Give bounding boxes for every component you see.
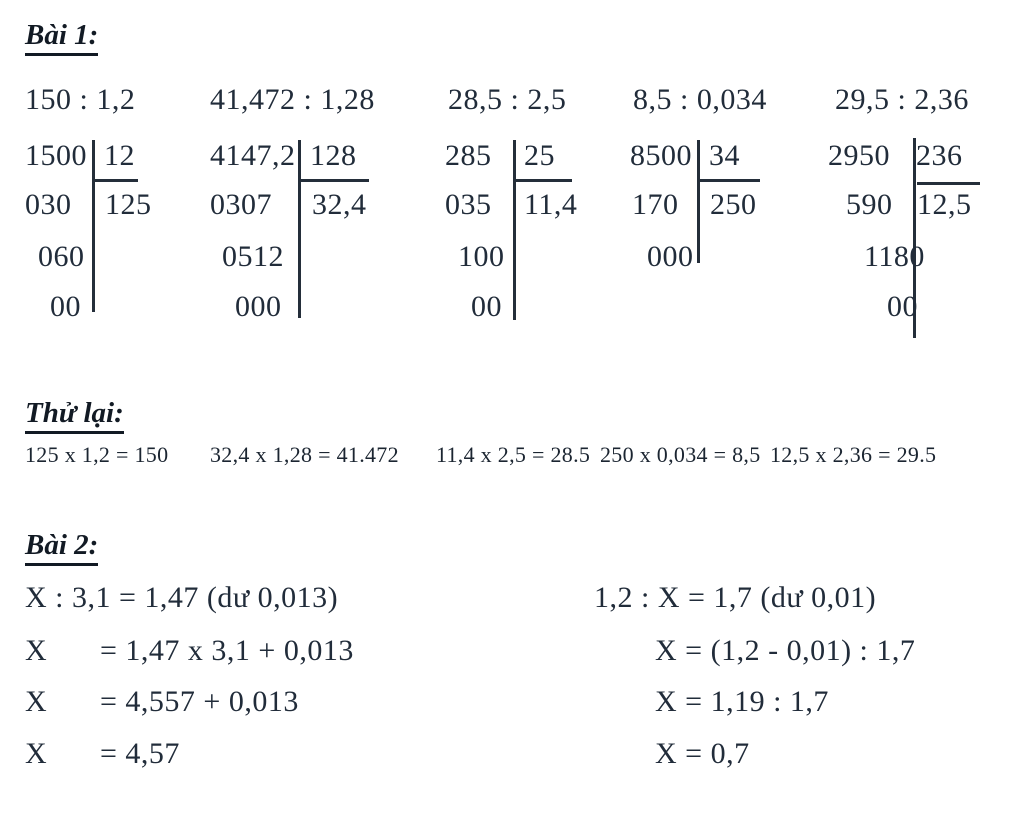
remainder-row: 000: [235, 290, 282, 323]
divisor: 236: [916, 139, 963, 172]
equation-lhs: X: [25, 634, 48, 667]
remainder-row: 00: [887, 290, 918, 323]
quotient-overline: [93, 179, 138, 182]
divisor: 12: [104, 139, 135, 172]
division-expression-3: 28,5 : 2,5: [448, 83, 567, 116]
equation-line: X = 1,19 : 1,7: [655, 685, 829, 718]
division-expression-4: 8,5 : 0,034: [633, 83, 767, 116]
equation-rhs: = 4,57: [100, 737, 180, 770]
division-vertical-bar: [298, 140, 301, 318]
section-title-bai2: Bài 2:: [25, 530, 98, 566]
verification-equation: 11,4 x 2,5 = 28.5: [436, 442, 591, 467]
equation-rhs: = 4,557 + 0,013: [100, 685, 299, 718]
division-expression-5: 29,5 : 2,36: [835, 83, 969, 116]
division-vertical-bar: [697, 140, 700, 263]
quotient-overline: [299, 179, 369, 182]
dividend: 4147,2: [210, 139, 296, 172]
divisor: 34: [709, 139, 740, 172]
dividend: 2950: [828, 139, 890, 172]
quotient: 12,5: [917, 188, 972, 221]
remainder-row: 0307: [210, 188, 272, 221]
remainder-row: 170: [632, 188, 679, 221]
verification-equation: 12,5 x 2,36 = 29.5: [770, 442, 937, 467]
dividend: 285: [445, 139, 492, 172]
equation-line: X : 3,1 = 1,47 (dư 0,013): [25, 581, 339, 614]
divisor: 25: [524, 139, 555, 172]
division-expression-2: 41,472 : 1,28: [210, 83, 375, 116]
quotient-overline: [698, 179, 760, 182]
division-vertical-bar: [513, 140, 516, 320]
divisor: 128: [310, 139, 357, 172]
section-title-bai1: Bài 1:: [25, 20, 98, 56]
dividend: 8500: [630, 139, 692, 172]
quotient: 11,4: [524, 188, 578, 221]
dividend: 1500: [25, 139, 87, 172]
verification-equation: 125 x 1,2 = 150: [25, 442, 169, 467]
equation-line: 1,2 : X = 1,7 (dư 0,01): [594, 581, 877, 614]
remainder-row: 590: [846, 188, 893, 221]
verification-equation: 250 x 0,034 = 8,5: [600, 442, 761, 467]
quotient-overline: [514, 179, 572, 182]
remainder-row: 1180: [864, 240, 925, 273]
section-title-thu-lai: Thử lại:: [25, 398, 124, 434]
remainder-row: 100: [458, 240, 505, 273]
equation-line: X = (1,2 - 0,01) : 1,7: [655, 634, 916, 667]
remainder-row: 060: [38, 240, 85, 273]
equation-rhs: = 1,47 x 3,1 + 0,013: [100, 634, 354, 667]
equation-line: X = 0,7: [655, 737, 750, 770]
remainder-row: 035: [445, 188, 492, 221]
division-vertical-bar: [92, 140, 95, 312]
quotient: 250: [710, 188, 757, 221]
quotient: 32,4: [312, 188, 367, 221]
equation-lhs: X: [25, 737, 48, 770]
remainder-row: 00: [471, 290, 502, 323]
remainder-row: 030: [25, 188, 72, 221]
remainder-row: 00: [50, 290, 81, 323]
verification-equation: 32,4 x 1,28 = 41.472: [210, 442, 399, 467]
quotient: 125: [105, 188, 152, 221]
equation-lhs: X: [25, 685, 48, 718]
remainder-row: 000: [647, 240, 694, 273]
division-expression-1: 150 : 1,2: [25, 83, 136, 116]
quotient-overline: [917, 182, 980, 185]
remainder-row: 0512: [222, 240, 284, 273]
